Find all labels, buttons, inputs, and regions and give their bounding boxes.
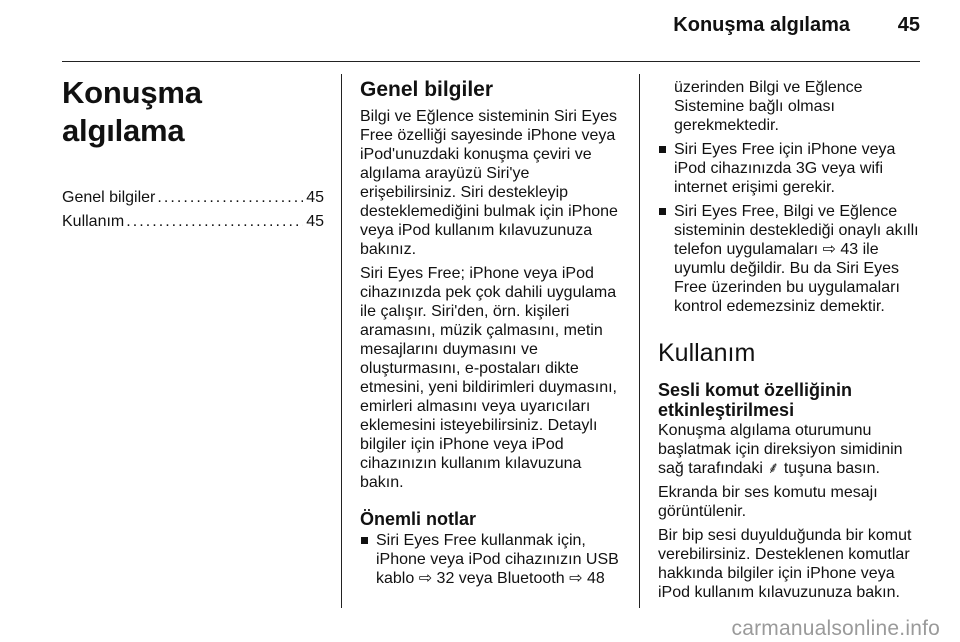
toc-entry-page: 45 xyxy=(306,213,324,230)
bullet-item: Siri Eyes Free, Bilgi ve Eğlence sisteminin desteklediği onaylı akıllı telefon uygulamaları ⇨ 43 ile uyumlu değildir. Bu da Siri Eyes Free üzerinden bu uygulamaları kontrol edemezsiniz demektir. xyxy=(658,202,926,316)
column-toc xyxy=(62,74,324,236)
watermark: carmanualsonline.info xyxy=(731,617,940,640)
column-usage xyxy=(658,78,926,607)
toc-leader-dots xyxy=(126,212,303,232)
column-divider-1 xyxy=(341,74,342,608)
paragraph: Konuşma algılama oturumunu başlatmak için direksiyon simidinin sağ tarafındaki ⸙ tuşuna basın. xyxy=(658,422,903,477)
toc-leader-dots xyxy=(157,188,303,208)
paragraph: Ekranda bir ses komutu mesajı görüntülenir. xyxy=(658,484,878,520)
notes-list-continued xyxy=(658,140,926,316)
bullet-item: Siri Eyes Free için iPhone veya iPod cihazınızda 3G veya wifi internet erişimi gerekir. xyxy=(658,140,926,197)
subheading-voice-command: Sesli komut özelliğinin etkinleştirilmesi xyxy=(658,380,853,420)
toc-entry-label: Genel bilgiler xyxy=(62,189,156,206)
header-rule xyxy=(62,61,920,62)
chapter-title: Konuşma algılama xyxy=(62,75,202,148)
bullet-continuation: üzerinden Bilgi ve Eğlence Sistemine bağlı olması gerekmektedir. xyxy=(674,79,863,134)
column-divider-2 xyxy=(639,74,640,608)
subheading-important-notes: Önemli notlar xyxy=(360,509,477,529)
section-heading-genel-bilgiler: Genel bilgiler xyxy=(360,78,494,101)
running-header-title: Konuşma algılama xyxy=(673,14,850,36)
paragraph: Bilgi ve Eğlence sisteminin Siri Eyes Free özelliği sayesinde iPhone veya iPod'unuzdaki konuşma çeviri ve algılama arayüzü Siri'ye erişebilirsiniz. Siri destekleyip desteklemediğini bulmak için iPhone veya iPod kullanım kılavuzunuza bakınız. xyxy=(360,108,618,258)
toc-entry-page: 45 xyxy=(306,189,324,206)
paragraph: Siri Eyes Free; iPhone veya iPod cihazınızda pek çok dahili uygulama ile çalışır. Siri'den, örn. kişileri aramasını, müzik çalmasını, metin mesajlarını duymasını ve oluşturmasını, e-postaları dikte etmesini, yeni bildirimleri duymasını, emirleri almasını veya uyarıcıları eklemesini isteyebilirsiniz. Detaylı bilgiler için iPhone veya iPod cihazınızın kullanım kılavuzuna bakın. xyxy=(360,265,617,491)
notes-list xyxy=(360,531,624,588)
bullet-item: Siri Eyes Free kullanmak için, iPhone veya iPod cihazınızın USB kablo ⇨ 32 veya Bluetooth ⇨ 48 xyxy=(360,531,624,588)
toc-entry-genel-bilgiler[interactable] xyxy=(62,188,324,208)
paragraph: Bir bip sesi duyulduğunda bir komut verebilirsiniz. Desteklenen komutlar hakkında bilgiler için iPhone veya iPod kullanım kılavuzunuza bakın. xyxy=(658,527,912,601)
column-general-info xyxy=(360,78,624,593)
section-heading-kullanim: Kullanım xyxy=(658,339,756,367)
page-number: 45 xyxy=(897,14,920,36)
toc-entry-label: Kullanım xyxy=(62,213,125,230)
toc-entry-kullanim[interactable] xyxy=(62,212,324,232)
